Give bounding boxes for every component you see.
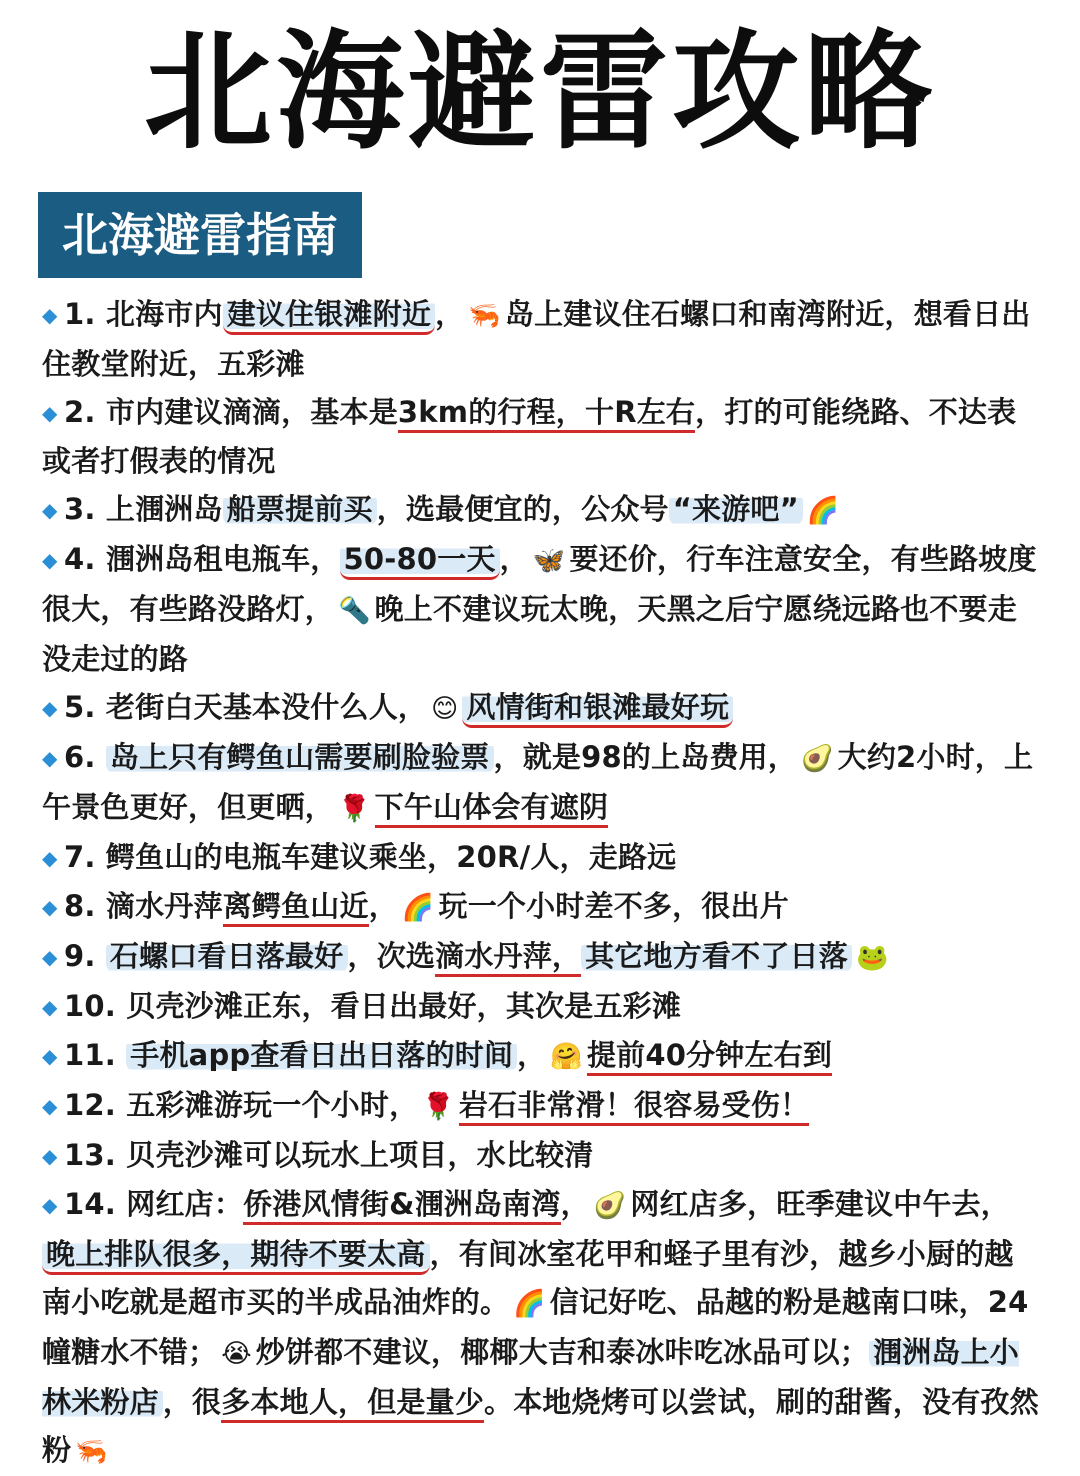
- tip-text: 1. 北海市内: [64, 297, 223, 331]
- tip-text: 网红店多，旺季建议中午去，: [630, 1187, 1010, 1221]
- tip-text: ，: [499, 542, 529, 576]
- diamond-bullet-icon: ◆: [42, 498, 58, 522]
- emoji-icon: 🦐: [75, 1437, 108, 1467]
- emoji-icon: 😊: [431, 694, 459, 724]
- tip-text: ，有间冰室花甲和蛏子里有沙，越乡小厨的越南小吃就是超市买的半成品油炸的。: [42, 1237, 1014, 1319]
- emoji-icon: 🥑: [593, 1191, 627, 1221]
- emphasized-text: 涠洲岛上小林米粉店: [42, 1335, 1020, 1419]
- diamond-bullet-icon: ◆: [42, 1144, 58, 1168]
- tip-item: [42, 833, 1042, 882]
- diamond-bullet-icon: ◆: [42, 303, 58, 327]
- emoji-icon: 🔦: [338, 596, 371, 626]
- emoji-icon: 🌹: [338, 794, 371, 824]
- tip-text: 8. 滴水丹萍: [64, 889, 223, 923]
- tip-text: 炒饼都不建议，椰椰大吉和泰冰咔吃冰品可以；: [255, 1335, 869, 1369]
- tip-item: [42, 882, 1042, 932]
- tip-text: ，: [435, 297, 465, 331]
- emphasized-text: 侨港风情街&涠洲岛南湾: [243, 1187, 561, 1225]
- tip-item: [42, 1131, 1042, 1180]
- emphasized-text: “来游吧”: [669, 492, 803, 526]
- emoji-icon: 🦋: [532, 546, 566, 576]
- diamond-bullet-icon: ◆: [42, 1094, 58, 1118]
- emoji-icon: 😭: [221, 1339, 252, 1369]
- emphasized-text: 提前40分钟左右到: [587, 1038, 832, 1076]
- diamond-bullet-icon: ◆: [42, 895, 58, 919]
- tip-text: 14. 网红店：: [64, 1187, 244, 1221]
- tip-item: [42, 982, 1042, 1031]
- emoji-icon: 🌹: [422, 1092, 455, 1122]
- tip-text: 5. 老街白天基本没什么人，: [64, 690, 428, 724]
- diamond-bullet-icon: ◆: [42, 696, 58, 720]
- diamond-bullet-icon: ◆: [42, 1044, 58, 1068]
- emphasized-text: 石螺口看日落最好: [106, 939, 348, 973]
- tip-text: 13. 贝壳沙滩可以玩水上项目，水比较清: [64, 1138, 594, 1172]
- tip-text: 晚上不建议玩太晚，天黑之后宁愿绕远路也不要走没走过的路: [42, 592, 1017, 676]
- emoji-icon: 🐸: [855, 943, 889, 973]
- tip-text: 7. 鳄鱼山的电瓶车建议乘坐，20R/人，走路远: [64, 840, 677, 874]
- tip-item: [42, 1081, 1042, 1131]
- tip-item: [42, 733, 1042, 833]
- tip-item: [42, 1180, 1042, 1476]
- tip-text: ，很: [162, 1385, 222, 1419]
- emphasized-text: 岩石非常滑！很容易受伤！: [459, 1088, 809, 1126]
- diamond-bullet-icon: ◆: [42, 746, 58, 770]
- emoji-icon: 🌈: [513, 1289, 546, 1319]
- emphasized-text: 50-80一天: [340, 542, 500, 580]
- tip-item: [42, 932, 1042, 982]
- emphasized-text: 风情街和银滩最好玩: [462, 690, 733, 728]
- tip-text: 。本地烧烤可以尝试，刷的甜酱，没有孜然粉: [42, 1385, 1039, 1467]
- diamond-bullet-icon: ◆: [42, 1193, 58, 1217]
- page-title: 北海避雷攻略: [143, 18, 936, 167]
- tip-text: ，次选: [347, 939, 436, 973]
- emoji-icon: 🌈: [806, 496, 840, 526]
- tip-text: 6.: [64, 740, 106, 774]
- emoji-icon: 🦐: [468, 301, 501, 331]
- emphasized-text: 建议住银滩附近: [223, 297, 435, 335]
- emphasized-text: 其它地方看不了日落: [581, 939, 852, 973]
- tip-item: [42, 388, 1042, 485]
- tip-item: [42, 683, 1042, 733]
- tip-text: ，: [368, 889, 398, 923]
- tips-list: [42, 290, 1042, 1476]
- emphasized-text: 手机app查看日出日落的时间: [126, 1038, 517, 1072]
- tip-text: 信记好吃、品越的粉是越南口味，24幢糖水不错；: [42, 1285, 1029, 1369]
- tip-text: 11.: [64, 1038, 127, 1072]
- tip-text: ，选最便宜的，公众号: [376, 492, 669, 526]
- emphasized-text: 晚上排队很多，期待不要太高: [42, 1237, 430, 1275]
- tip-text: ，就是98的上岛费用，: [493, 740, 798, 774]
- diamond-bullet-icon: ◆: [42, 548, 58, 572]
- emphasized-text: 多本地人，但是量少: [221, 1385, 484, 1423]
- tip-text: 12. 五彩滩游玩一个小时，: [64, 1088, 419, 1122]
- section-banner: 北海避雷指南: [38, 192, 362, 278]
- tip-text: ，: [560, 1187, 590, 1221]
- tip-item: [42, 1031, 1042, 1081]
- emphasized-text: 下午山体会有遮阴: [375, 790, 609, 828]
- tip-item: [42, 290, 1042, 388]
- tip-text: 9.: [64, 939, 106, 973]
- tip-text: 3. 上涠洲岛: [64, 492, 223, 526]
- diamond-bullet-icon: ◆: [42, 945, 58, 969]
- tip-text: 岛上建议住石螺口和南湾附近，想看日出住教堂附近，五彩滩: [42, 297, 1031, 381]
- emoji-icon: 🤗: [550, 1042, 583, 1072]
- diamond-bullet-icon: ◆: [42, 995, 58, 1019]
- emphasized-text: 岛上只有鳄鱼山需要刷脸验票: [106, 740, 494, 774]
- emoji-icon: 🌈: [401, 893, 435, 923]
- diamond-bullet-icon: ◆: [42, 401, 58, 425]
- tip-text: ，: [517, 1038, 547, 1072]
- tip-text: 2. 市内建议滴滴，基本是: [64, 395, 398, 429]
- emphasized-text: 滴水丹萍，: [435, 939, 581, 977]
- tip-text: 要还价，行车注意安全，有些路坡度很大，有些路没路灯，: [42, 542, 1037, 626]
- tip-item: [42, 485, 1042, 535]
- emphasized-text: 船票提前买: [223, 492, 377, 526]
- tip-item: [42, 535, 1042, 683]
- diamond-bullet-icon: ◆: [42, 846, 58, 870]
- tip-text: 4. 涠洲岛租电瓶车，: [64, 542, 340, 576]
- tip-text: 10. 贝壳沙滩正东，看日出最好，其次是五彩滩: [64, 989, 682, 1023]
- tip-text: 大约2小时，上午景色更好，但更晒，: [42, 740, 1034, 824]
- tip-text: 玩一个小时差不多，很出片: [438, 889, 789, 923]
- emoji-icon: 🥑: [801, 744, 834, 774]
- tip-text: ，打的可能绕路、不达表或者打假表的情况: [42, 395, 1017, 478]
- emphasized-text: 离鳄鱼山近: [223, 889, 369, 927]
- emphasized-text: 3km的行程，十R左右: [398, 395, 695, 433]
